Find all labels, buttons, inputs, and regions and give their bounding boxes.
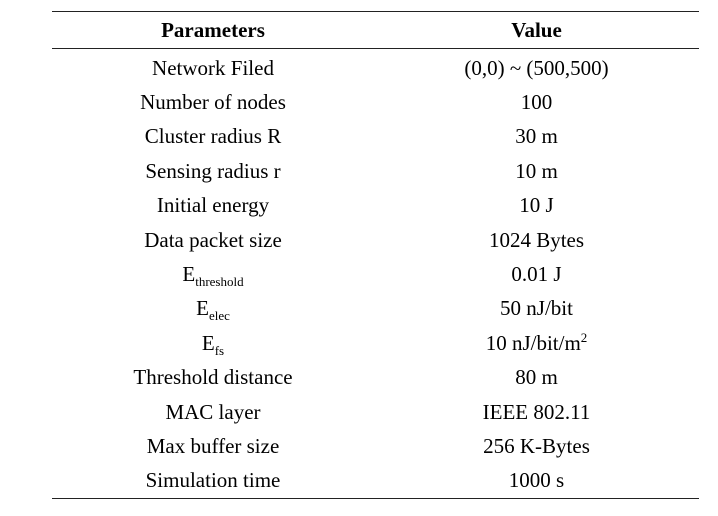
param-cell: Threshold distance	[133, 365, 293, 390]
param-cell: Data packet size	[144, 227, 282, 252]
value-cell: 1000 s	[374, 464, 699, 499]
param-cell	[52, 292, 374, 326]
header-value: Value	[374, 12, 699, 49]
table-row	[52, 85, 699, 119]
table-row	[52, 464, 699, 499]
param-subscript: threshold	[195, 274, 244, 290]
param-cell: Initial energy	[156, 193, 270, 218]
table-row	[52, 120, 699, 154]
param-subscript: fs	[214, 342, 225, 358]
header-parameters: Parameters	[52, 12, 374, 49]
param-cell: Sensing radius r	[145, 158, 281, 183]
table-row	[52, 326, 699, 360]
param-cell: Network Filed	[152, 55, 274, 80]
value-cell: 50 nJ/bit	[500, 296, 573, 321]
param-cell	[52, 326, 374, 360]
table-row	[52, 154, 699, 188]
table-row	[52, 223, 699, 257]
value-cell	[374, 326, 699, 360]
table-row	[52, 189, 699, 223]
table-row	[52, 292, 699, 326]
param-base: E	[201, 330, 215, 355]
param-base: E	[196, 296, 209, 321]
value-cell: 100	[520, 90, 553, 115]
table-row	[52, 429, 699, 463]
table-row	[52, 49, 699, 86]
param-cell	[52, 257, 374, 291]
table-row	[52, 361, 699, 395]
parameters-table	[52, 11, 699, 499]
param-cell: Number of nodes	[140, 90, 286, 115]
param-cell: Max buffer size	[146, 433, 280, 458]
param-subscript: elec	[208, 308, 230, 324]
value-cell: 10 J	[519, 193, 554, 218]
value-cell: 1024 Bytes	[488, 227, 585, 252]
param-cell: Cluster radius R	[144, 124, 282, 149]
table-header-row	[52, 12, 699, 49]
value-cell: 256 K-Bytes	[483, 433, 590, 458]
value-superscript: 2	[580, 329, 588, 345]
value-cell: 80 m	[515, 365, 558, 390]
param-cell: MAC layer	[165, 399, 261, 424]
value-base: 10 nJ/bit/m	[485, 330, 581, 355]
value-cell: IEEE 802.11	[482, 399, 591, 424]
table-row	[52, 257, 699, 291]
table-row	[52, 395, 699, 429]
param-base: E	[182, 262, 196, 287]
value-cell: 10 m	[515, 158, 558, 183]
param-cell: Simulation time	[52, 464, 374, 499]
value-cell: 30 m	[515, 124, 558, 149]
value-cell: 0.01 J	[511, 262, 562, 287]
value-cell: (0,0) ~ (500,500)	[464, 55, 609, 80]
